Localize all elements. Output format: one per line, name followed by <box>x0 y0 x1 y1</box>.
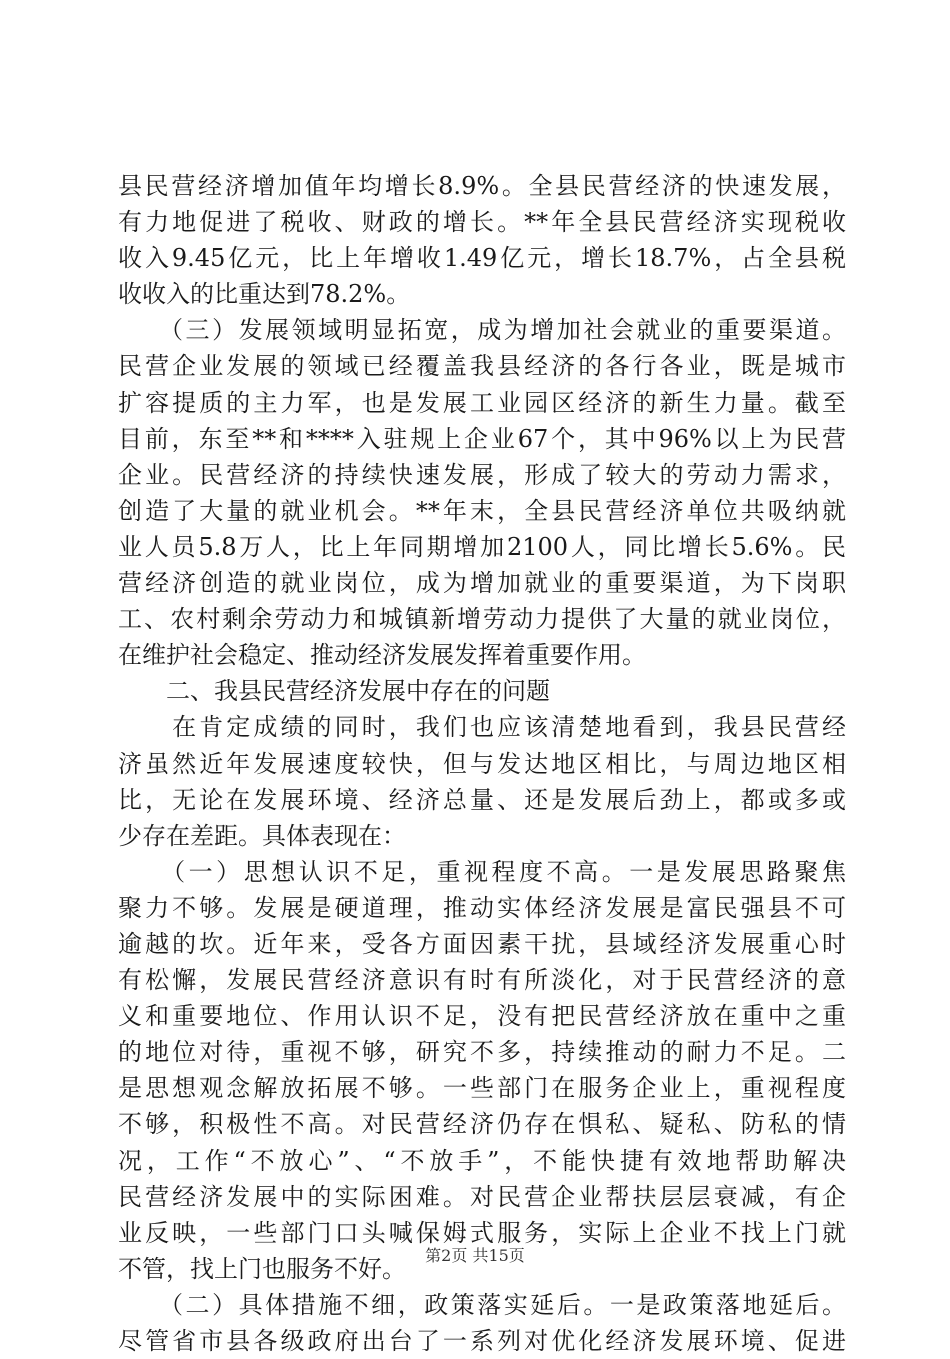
text-line: 企业。民营经济的持续快速发展，形成了较大的劳动力需求， <box>118 460 846 489</box>
text-line: 是思想观念解放拓展不够。一些部门在服务企业上，重视程度 <box>118 1074 846 1103</box>
text-line: 在肯定成绩的同时，我们也应该清楚地看到，我县民营经 <box>118 713 846 742</box>
section-heading: 二、我县民营经济发展中存在的问题 <box>118 677 550 706</box>
text-line: 营经济创造的就业岗位，成为增加就业的重要渠道，为下岗职 <box>118 569 846 598</box>
text-line: 扩容提质的主力军，也是发展工业园区经济的新生力量。截至 <box>118 388 846 417</box>
text-line: 的地位对待，重视不够，研究不多，持续推动的耐力不足。二 <box>118 1038 846 1067</box>
text-line: 济虽然近年发展速度较快，但与发达地区相比，与周边地区相 <box>118 749 846 778</box>
text-line: 县民营经济增加值年均增长8.9%。全县民营经济的快速发展， <box>118 172 846 200</box>
text-line: （二）具体措施不细，政策落实延后。一是政策落地延后。 <box>118 1290 846 1319</box>
text-line: 民营经济发展中的实际困难。对民营企业帮扶层层衰减，有企 <box>118 1182 846 1211</box>
text-line: 目前，东至**和****入驻规上企业67个，其中96%以上为民营 <box>118 424 846 453</box>
text-line: 少存在差距。具体表现在： <box>118 821 406 850</box>
text-line: 聚力不够。发展是硬道理，推动实体经济发展是富民强县不可 <box>118 893 846 922</box>
text-line: 工、农村剩余劳动力和城镇新增劳动力提供了大量的就业岗位， <box>118 605 846 634</box>
text-line: 业人员5.8万人，比上年同期增加2100人，同比增长5.6%。民 <box>118 532 846 561</box>
text-line: 尽管省市县各级政府出台了一系列对优化经济发展环境、促进 <box>118 1327 846 1355</box>
document-body <box>118 168 846 1359</box>
text-line: （一）思想认识不足，重视程度不高。一是发展思路聚焦 <box>118 857 846 886</box>
text-line: 业反映，一些部门口头喊保姆式服务，实际上企业不找上门就 <box>118 1218 846 1247</box>
page-number-footer: 第2页 共15页 <box>425 1246 525 1265</box>
text-line: 比，无论在发展环境、经济总量、还是发展后劲上，都或多或 <box>118 785 846 814</box>
text-line: 民营企业发展的领域已经覆盖我县经济的各行各业，既是城市 <box>118 352 846 381</box>
text-line: 况，工作“不放心”、“不放手”，不能快捷有效地帮助解决 <box>118 1146 846 1175</box>
text-line: 收收入的比重达到78.2%。 <box>118 280 411 309</box>
text-line: （三）发展领域明显拓宽，成为增加社会就业的重要渠道。 <box>118 316 846 345</box>
text-line: 不够，积极性不高。对民营经济仍存在惧私、疑私、防私的情 <box>118 1110 846 1139</box>
text-line: 收入9.45亿元，比上年增收1.49亿元，增长18.7%，占全县税 <box>118 244 846 273</box>
text-line: 有松懈，发展民营经济意识有时有所淡化，对于民营经济的意 <box>118 966 846 995</box>
text-line: 创造了大量的就业机会。**年末，全县民营经济单位共吸纳就 <box>118 496 846 525</box>
text-line: 在维护社会稳定、推动经济发展发挥着重要作用。 <box>118 641 646 670</box>
text-line: 不管，找上门也服务不好。 <box>118 1254 406 1283</box>
text-line: 逾越的坎。近年来，受各方面因素干扰，县域经济发展重心时 <box>118 929 846 958</box>
text-line: 义和重要地位、作用认识不足，没有把民营经济放在重中之重 <box>118 1002 846 1031</box>
text-line: 有力地促进了税收、财政的增长。**年全县民营经济实现税收 <box>118 208 846 237</box>
